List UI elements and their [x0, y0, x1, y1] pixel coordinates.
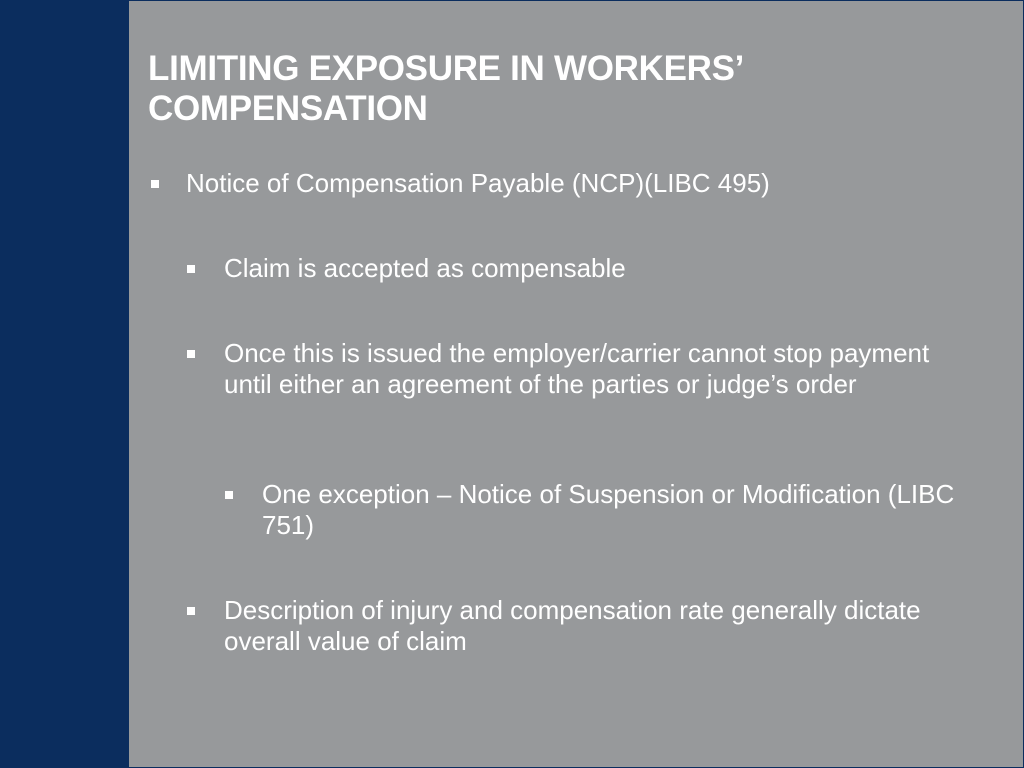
bullet-text: Claim is accepted as compensable — [224, 253, 626, 283]
bullet-item-5 — [187, 595, 984, 657]
slide-title: LIMITING EXPOSURE IN WORKERS’ COMPENSATION — [148, 49, 743, 128]
bullet-item-3 — [187, 338, 984, 400]
bullet-text: Notice of Compensation Payable (NCP)(LIBC 495) — [186, 168, 770, 198]
slide-content-panel — [129, 1, 1023, 767]
square-bullet-icon — [187, 265, 195, 273]
bullet-item-4 — [225, 479, 962, 541]
bullet-item-1 — [148, 168, 1006, 199]
left-sidebar-band — [0, 0, 128, 768]
bullet-text: Description of injury and compensation rate generally dictate overall value of claim — [224, 595, 921, 656]
bullet-text: One exception – Notice of Suspension or Modification (LIBC 751) — [262, 479, 955, 540]
square-bullet-icon — [151, 180, 159, 188]
square-bullet-icon — [187, 350, 195, 358]
bullet-item-2 — [187, 253, 984, 284]
square-bullet-icon — [225, 491, 233, 499]
square-bullet-icon — [187, 607, 195, 615]
bullet-text: Once this is issued the employer/carrier cannot stop payment until either an agreement of the parties or judge’s order — [224, 338, 930, 399]
